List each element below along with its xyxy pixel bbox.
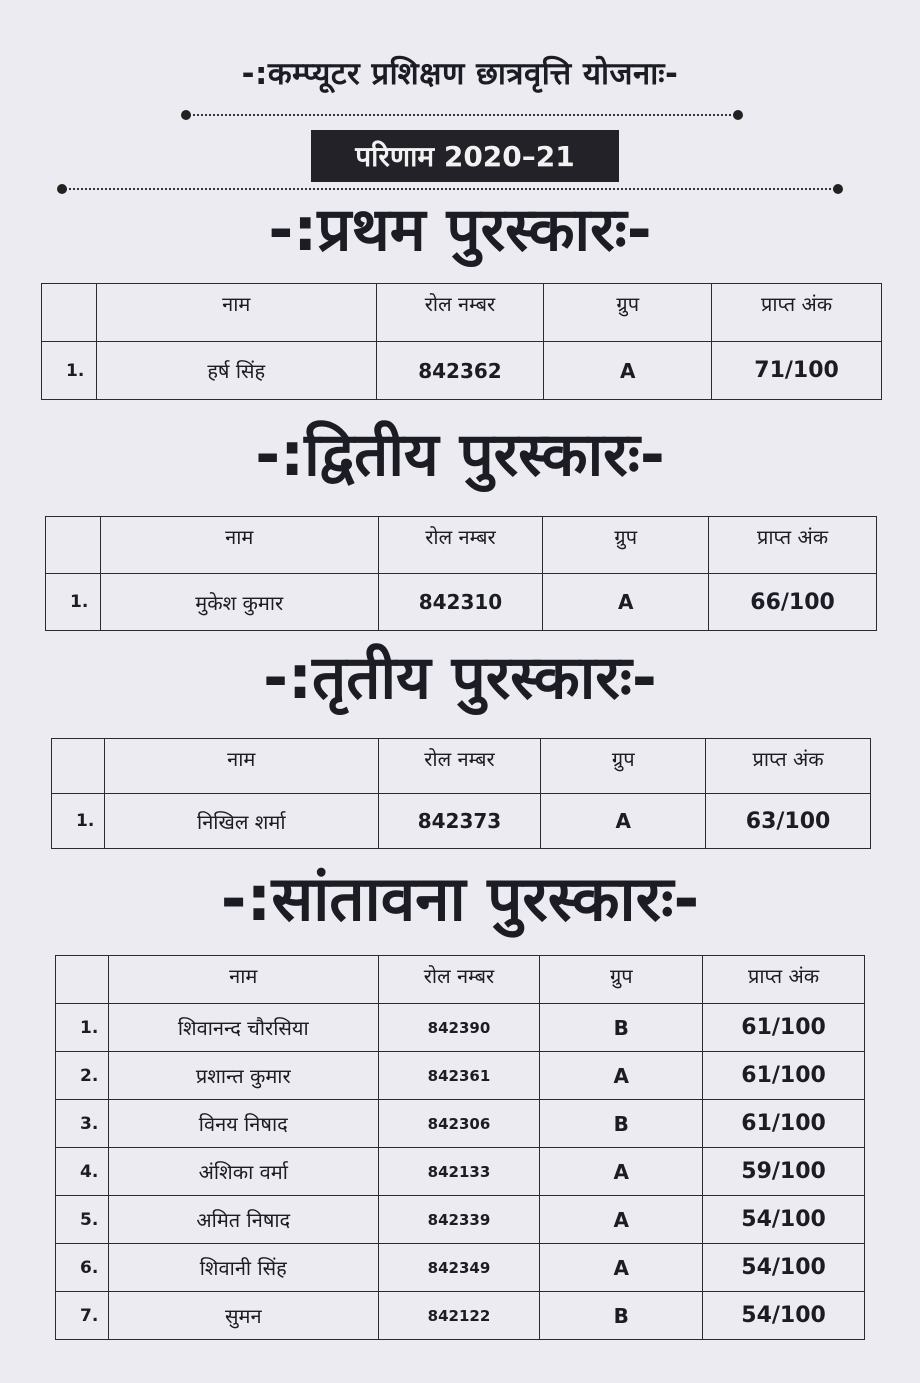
table-header-row bbox=[42, 284, 882, 342]
marks-cell: 54/100 bbox=[703, 1244, 865, 1292]
table-row bbox=[56, 1004, 865, 1052]
serial-header bbox=[42, 284, 97, 342]
roll-cell: 842361 bbox=[378, 1052, 540, 1100]
group-cell: A bbox=[540, 1052, 703, 1100]
name-cell: अमित निषाद bbox=[108, 1196, 378, 1244]
name-cell: हर्ष सिंह bbox=[96, 342, 376, 400]
group-cell: A bbox=[540, 1244, 703, 1292]
marks-cell: 71/100 bbox=[712, 342, 882, 400]
marks-cell: 61/100 bbox=[703, 1004, 865, 1052]
name-cell: शिवानी सिंह bbox=[108, 1244, 378, 1292]
roll-cell: 842122 bbox=[378, 1292, 540, 1340]
roll-cell: 842306 bbox=[378, 1100, 540, 1148]
roll-cell: 842390 bbox=[378, 1004, 540, 1052]
serial-header bbox=[52, 739, 105, 794]
group-cell: B bbox=[540, 1004, 703, 1052]
group-header: ग्रुप bbox=[544, 284, 712, 342]
consolation-prize-table bbox=[55, 955, 865, 1340]
serial-header bbox=[56, 956, 109, 1004]
marks-header: प्राप्त अंक bbox=[703, 956, 865, 1004]
marks-cell: 54/100 bbox=[703, 1196, 865, 1244]
name-cell: विनय निषाद bbox=[108, 1100, 378, 1148]
group-header: ग्रुप bbox=[540, 956, 703, 1004]
first-prize-heading: -:प्रथम पुरस्कारः- bbox=[268, 195, 652, 265]
title-divider bbox=[186, 114, 738, 116]
roll-header: रोल नम्बर bbox=[378, 739, 541, 794]
marks-cell: 61/100 bbox=[703, 1100, 865, 1148]
group-cell: A bbox=[541, 794, 706, 849]
table-row bbox=[56, 1148, 865, 1196]
roll-header: रोल नम्बर bbox=[378, 956, 540, 1004]
table-row bbox=[56, 1244, 865, 1292]
roll-cell: 842349 bbox=[378, 1244, 540, 1292]
table-header-row bbox=[46, 517, 877, 574]
group-cell: B bbox=[540, 1100, 703, 1148]
serial-cell: 4. bbox=[56, 1148, 109, 1196]
table-header-row bbox=[56, 956, 865, 1004]
header-divider bbox=[62, 188, 838, 190]
first-prize-table bbox=[41, 283, 882, 400]
roll-cell: 842362 bbox=[376, 342, 544, 400]
marks-cell: 66/100 bbox=[709, 574, 877, 631]
group-cell: A bbox=[540, 1196, 703, 1244]
name-header: नाम bbox=[104, 739, 378, 794]
table-row bbox=[52, 794, 871, 849]
table-row bbox=[42, 342, 882, 400]
serial-cell: 1. bbox=[52, 794, 105, 849]
serial-cell: 3. bbox=[56, 1100, 109, 1148]
table-row bbox=[56, 1100, 865, 1148]
group-cell: A bbox=[540, 1148, 703, 1196]
roll-cell: 842133 bbox=[378, 1148, 540, 1196]
group-header: ग्रुप bbox=[541, 739, 706, 794]
second-prize-table bbox=[45, 516, 877, 631]
name-cell: अंशिका वर्मा bbox=[108, 1148, 378, 1196]
name-cell: शिवानन्द चौरसिया bbox=[108, 1004, 378, 1052]
marks-header: प्राप्त अंक bbox=[706, 739, 871, 794]
marks-header: प्राप्त अंक bbox=[709, 517, 877, 574]
marks-cell: 63/100 bbox=[706, 794, 871, 849]
name-cell: प्रशान्त कुमार bbox=[108, 1052, 378, 1100]
serial-cell: 2. bbox=[56, 1052, 109, 1100]
notice-title: -:कम्प्यूटर प्रशिक्षण छात्रवृत्ति योजनाः- bbox=[241, 56, 679, 92]
group-cell: A bbox=[544, 342, 712, 400]
table-row bbox=[56, 1196, 865, 1244]
roll-cell: 842373 bbox=[378, 794, 541, 849]
serial-cell: 1. bbox=[42, 342, 97, 400]
third-prize-heading: -:तृतीय पुरस्कारः- bbox=[263, 643, 657, 713]
name-header: नाम bbox=[100, 517, 378, 574]
name-header: नाम bbox=[108, 956, 378, 1004]
name-cell: सुमन bbox=[108, 1292, 378, 1340]
third-prize-table bbox=[51, 738, 871, 849]
name-header: नाम bbox=[96, 284, 376, 342]
table-row bbox=[56, 1052, 865, 1100]
marks-header: प्राप्त अंक bbox=[712, 284, 882, 342]
marks-cell: 59/100 bbox=[703, 1148, 865, 1196]
serial-cell: 1. bbox=[56, 1004, 109, 1052]
roll-header: रोल नम्बर bbox=[376, 284, 544, 342]
serial-cell: 1. bbox=[46, 574, 101, 631]
name-cell: निखिल शर्मा bbox=[104, 794, 378, 849]
group-cell: A bbox=[543, 574, 709, 631]
roll-cell: 842310 bbox=[378, 574, 543, 631]
serial-header bbox=[46, 517, 101, 574]
marks-cell: 54/100 bbox=[703, 1292, 865, 1340]
second-prize-heading: -:द्वितीय पुरस्कारः- bbox=[255, 420, 665, 490]
serial-cell: 5. bbox=[56, 1196, 109, 1244]
serial-cell: 7. bbox=[56, 1292, 109, 1340]
result-year-badge: परिणाम 2020–21 bbox=[311, 130, 619, 182]
serial-cell: 6. bbox=[56, 1244, 109, 1292]
marks-cell: 61/100 bbox=[703, 1052, 865, 1100]
name-cell: मुकेश कुमार bbox=[100, 574, 378, 631]
group-cell: B bbox=[540, 1292, 703, 1340]
roll-cell: 842339 bbox=[378, 1196, 540, 1244]
table-row bbox=[46, 574, 877, 631]
table-row bbox=[56, 1292, 865, 1340]
group-header: ग्रुप bbox=[543, 517, 709, 574]
table-header-row bbox=[52, 739, 871, 794]
roll-header: रोल नम्बर bbox=[378, 517, 543, 574]
consolation-prize-heading: -:सांतावना पुरस्कारः- bbox=[220, 862, 700, 935]
